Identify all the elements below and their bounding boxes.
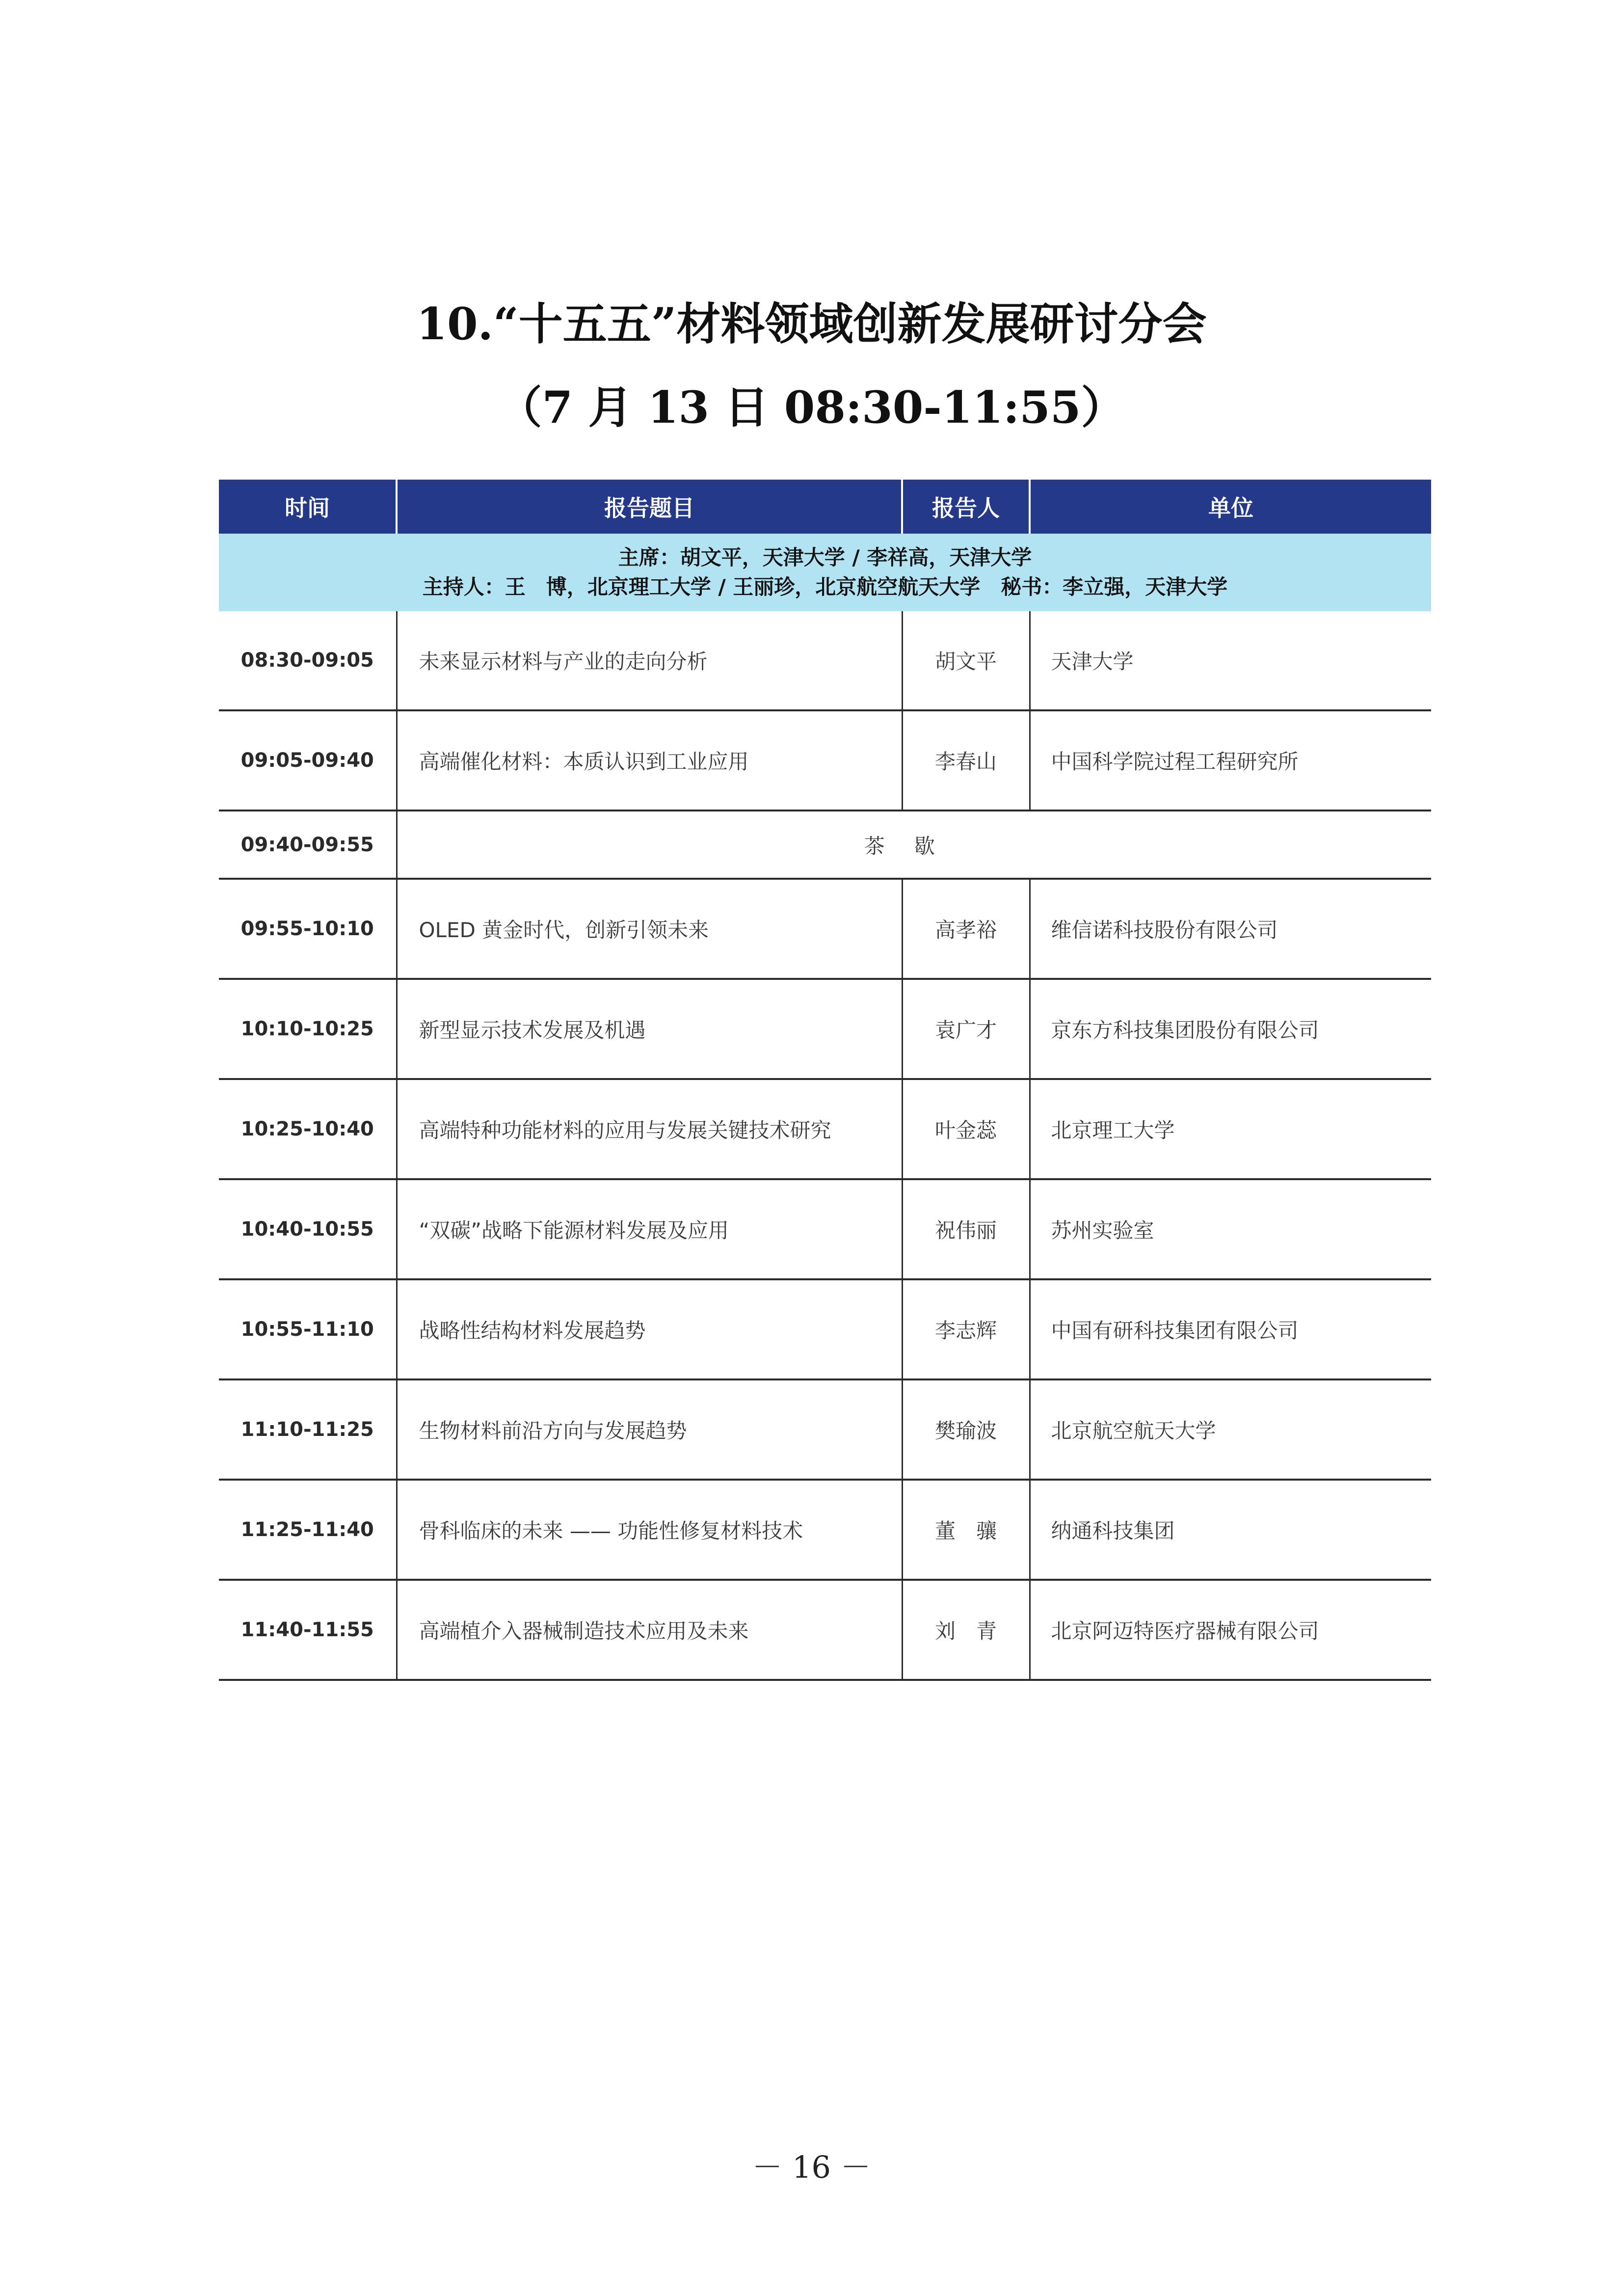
- row-topic: 未来显示材料与产业的走向分析: [397, 611, 902, 710]
- row-speaker: 高孝裕: [902, 879, 1030, 979]
- row-topic: 高端催化材料：本质认识到工业应用: [397, 710, 902, 810]
- row-unit: 中国科学院过程工程研究所: [1030, 710, 1431, 810]
- row-speaker: 胡文平: [902, 611, 1030, 710]
- row-topic: “双碳”战略下能源材料发展及应用: [397, 1179, 902, 1279]
- break-row: [219, 810, 1431, 879]
- table-row: [219, 710, 1431, 810]
- row-speaker: 叶金蕊: [902, 1079, 1030, 1179]
- row-time: 10:25-10:40: [219, 1079, 397, 1179]
- row-topic: 生物材料前沿方向与发展趋势: [397, 1379, 902, 1480]
- host-secretary-line: 主持人：王 博，北京理工大学 / 王丽珍，北京航空航天大学 秘书：李立强，天津大学: [422, 575, 1228, 599]
- table-row: [219, 1179, 1431, 1279]
- page-title: 10.“十五五”材料领域创新发展研讨分会: [416, 298, 1207, 350]
- row-speaker: 刘 青: [902, 1580, 1030, 1680]
- row-topic: OLED 黄金时代，创新引领未来: [397, 879, 902, 979]
- row-time: 09:55-10:10: [219, 879, 397, 979]
- row-unit: 苏州实验室: [1030, 1179, 1431, 1279]
- header-topic: 报告题目: [397, 480, 902, 534]
- header-speaker: 报告人: [902, 480, 1030, 534]
- row-unit: 天津大学: [1030, 611, 1431, 710]
- row-topic: 高端植介入器械制造技术应用及未来: [397, 1580, 902, 1680]
- table-row: [219, 611, 1431, 710]
- row-speaker: 袁广才: [902, 979, 1030, 1079]
- row-time: 11:40-11:55: [219, 1580, 397, 1680]
- table-row: [219, 1580, 1431, 1680]
- row-time: 09:40-09:55: [219, 810, 397, 879]
- header-unit: 单位: [1030, 480, 1431, 534]
- chair-line: 主席：胡文平，天津大学 / 李祥高，天津大学: [618, 545, 1032, 569]
- table-row: [219, 979, 1431, 1079]
- row-speaker: 樊瑜波: [902, 1379, 1030, 1480]
- row-unit: 京东方科技集团股份有限公司: [1030, 979, 1431, 1079]
- row-speaker: 祝伟丽: [902, 1179, 1030, 1279]
- row-unit: 北京理工大学: [1030, 1079, 1431, 1179]
- session-time: （7 月 13 日 08:30-11:55）: [498, 381, 1125, 433]
- table-row: [219, 879, 1431, 979]
- chair-info: [219, 534, 1431, 611]
- row-time: 10:55-11:10: [219, 1279, 397, 1379]
- schedule-table: [219, 480, 1431, 1681]
- header-time: 时间: [219, 480, 397, 534]
- row-time: 09:05-09:40: [219, 710, 397, 810]
- row-speaker: 董 骧: [902, 1480, 1030, 1580]
- tea-break: 茶歇: [397, 810, 1431, 879]
- row-time: 08:30-09:05: [219, 611, 397, 710]
- chair-row: [219, 534, 1431, 611]
- table-header-row: [219, 480, 1431, 534]
- row-topic: 高端特种功能材料的应用与发展关键技术研究: [397, 1079, 902, 1179]
- table-row: [219, 1379, 1431, 1480]
- row-time: 11:10-11:25: [219, 1379, 397, 1480]
- row-topic: 新型显示技术发展及机遇: [397, 979, 902, 1079]
- table-row: [219, 1079, 1431, 1179]
- page-number: － 16 －: [752, 2149, 871, 2185]
- row-unit: 中国有研科技集团有限公司: [1030, 1279, 1431, 1379]
- row-speaker: 李春山: [902, 710, 1030, 810]
- row-time: 10:10-10:25: [219, 979, 397, 1079]
- row-time: 11:25-11:40: [219, 1480, 397, 1580]
- table-row: [219, 1279, 1431, 1379]
- row-topic: 战略性结构材料发展趋势: [397, 1279, 902, 1379]
- row-unit: 维信诺科技股份有限公司: [1030, 879, 1431, 979]
- row-unit: 北京航空航天大学: [1030, 1379, 1431, 1480]
- row-topic: 骨科临床的未来 —— 功能性修复材料技术: [397, 1480, 902, 1580]
- row-unit: 纳通科技集团: [1030, 1480, 1431, 1580]
- row-speaker: 李志辉: [902, 1279, 1030, 1379]
- row-time: 10:40-10:55: [219, 1179, 397, 1279]
- table-row: [219, 1480, 1431, 1580]
- row-unit: 北京阿迈特医疗器械有限公司: [1030, 1580, 1431, 1680]
